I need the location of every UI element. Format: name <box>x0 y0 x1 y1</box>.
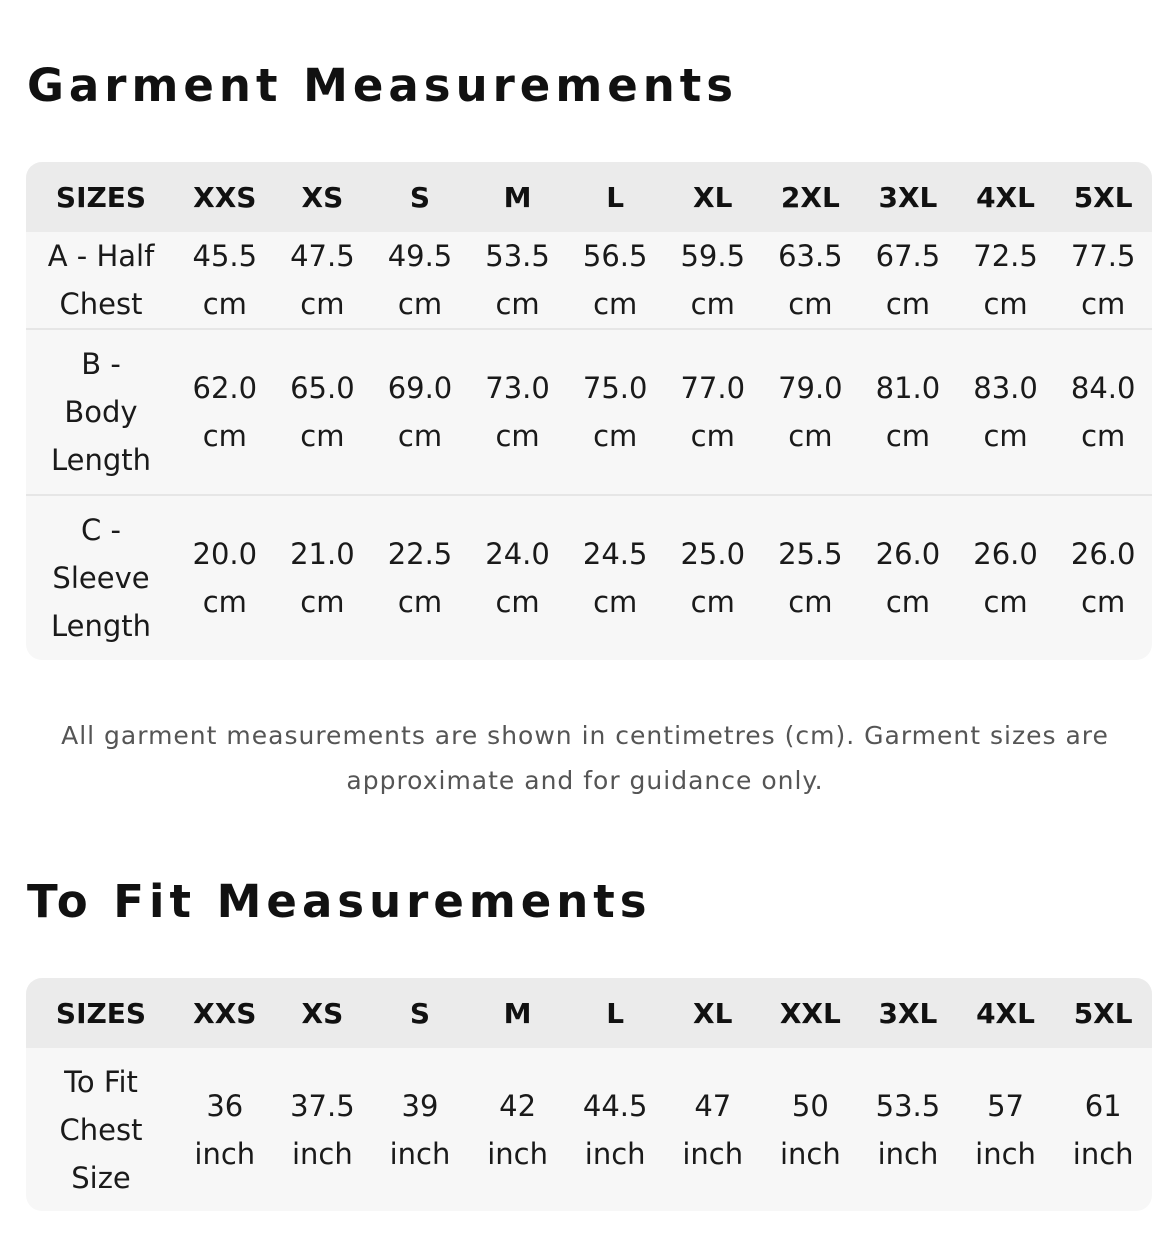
measurement-unit: cm <box>397 585 443 619</box>
column-header: S <box>409 180 431 214</box>
measurement-unit: cm <box>300 287 345 321</box>
measurement-value: 44.5 <box>582 1088 648 1123</box>
column-header: SIZES <box>55 996 147 1030</box>
measurement-cell <box>371 232 469 329</box>
measurement-unit: cm <box>202 287 247 321</box>
measurement-value: 67.5 <box>875 239 941 273</box>
measurement-cell <box>469 495 567 660</box>
measurement-value: 81.0 <box>875 371 941 405</box>
measurement-unit: cm <box>885 287 931 321</box>
measurement-unit: cm <box>495 585 540 619</box>
measurement-unit: cm <box>1081 287 1126 321</box>
measurement-value: 59.5 <box>680 239 746 273</box>
measurement-unit: cm <box>690 287 735 321</box>
measurement-unit: cm <box>300 419 345 453</box>
measurement-cell <box>566 329 664 495</box>
measurement-value: 47 <box>694 1088 732 1123</box>
table-header-row <box>26 978 1152 1048</box>
measurement-cell <box>957 495 1055 660</box>
measurement-unit: cm <box>983 287 1028 321</box>
measurement-note: All garment measurements are shown in centimetres (cm). Garment sizes are approximate and for guidance only. <box>61 721 1109 795</box>
measurement-cell <box>176 329 274 495</box>
measurement-unit: cm <box>788 287 833 321</box>
measurement-cell <box>176 1048 274 1211</box>
column-header: XXS <box>193 180 257 214</box>
measurement-unit: cm <box>495 419 540 453</box>
row-label-line: Size <box>71 1160 131 1195</box>
measurement-cell <box>566 232 664 329</box>
measurement-value: 50 <box>791 1088 829 1123</box>
measurement-unit: inch <box>389 1136 451 1171</box>
measurement-cell <box>664 329 762 495</box>
row-label-line: A - Half <box>47 239 155 273</box>
column-header: XL <box>693 180 733 214</box>
measurement-value: 22.5 <box>387 537 453 571</box>
measurement-unit: cm <box>690 585 735 619</box>
measurement-unit: cm <box>788 585 833 619</box>
measurement-cell <box>469 232 567 329</box>
measurement-unit: cm <box>885 419 931 453</box>
measurement-unit: inch <box>194 1136 256 1171</box>
measurement-value: 39 <box>401 1088 439 1123</box>
row-label <box>26 329 176 495</box>
measurement-value: 26.0 <box>1070 537 1136 571</box>
measurement-value: 77.5 <box>1070 239 1136 273</box>
measurement-unit: cm <box>1081 585 1126 619</box>
measurement-value: 57 <box>987 1088 1024 1123</box>
to-fit-measurements-table <box>26 978 1152 1211</box>
measurement-cell <box>469 1048 567 1211</box>
measurement-unit: cm <box>593 287 638 321</box>
garment-measurements-title: Garment Measurements <box>27 59 739 112</box>
measurement-cell <box>957 329 1055 495</box>
measurement-value: 20.0 <box>192 537 258 571</box>
measurement-cell <box>762 495 860 660</box>
measurement-cell <box>371 1048 469 1211</box>
measurement-cell <box>664 495 762 660</box>
measurement-unit: inch <box>877 1136 939 1171</box>
measurement-unit: cm <box>1081 419 1126 453</box>
measurement-unit: cm <box>202 419 247 453</box>
measurement-value: 79.0 <box>778 371 843 405</box>
column-header: XXS <box>193 996 257 1030</box>
to-fit-measurements-title: To Fit Measurements <box>27 875 652 928</box>
measurement-value: 77.0 <box>680 371 746 405</box>
measurement-unit: cm <box>300 585 345 619</box>
measurement-value: 65.0 <box>290 371 355 405</box>
measurement-cell <box>274 1048 372 1211</box>
column-header: XS <box>301 180 344 214</box>
measurement-unit: cm <box>593 585 638 619</box>
row-label-line: Chest <box>59 287 143 321</box>
table-row <box>26 1048 1152 1211</box>
measurement-cell <box>762 1048 860 1211</box>
measurement-value: 83.0 <box>973 371 1038 405</box>
measurement-unit: cm <box>495 287 540 321</box>
measurement-cell <box>762 232 860 329</box>
row-label <box>26 495 176 660</box>
measurement-cell <box>274 232 372 329</box>
measurement-unit: inch <box>584 1136 646 1171</box>
measurement-value: 72.5 <box>973 239 1038 273</box>
table-header-row <box>26 162 1152 232</box>
measurement-value: 62.0 <box>192 371 258 405</box>
measurement-cell <box>1054 232 1152 329</box>
column-header: 4XL <box>976 180 1035 214</box>
row-label-line: Body <box>64 395 138 429</box>
column-header: M <box>503 180 532 214</box>
measurement-cell <box>957 232 1055 329</box>
measurement-value: 25.0 <box>680 537 746 571</box>
column-header: 3XL <box>878 996 938 1030</box>
measurement-value: 24.5 <box>582 537 648 571</box>
measurement-cell <box>859 329 957 495</box>
measurement-cell <box>762 329 860 495</box>
column-header: S <box>409 996 431 1030</box>
row-label <box>26 232 176 329</box>
column-header: 3XL <box>878 180 938 214</box>
measurement-cell <box>1054 495 1152 660</box>
measurement-unit: cm <box>983 585 1028 619</box>
measurement-cell <box>566 495 664 660</box>
measurement-value: 56.5 <box>582 239 648 273</box>
row-label-line: B - <box>81 347 121 381</box>
measurement-unit: inch <box>1072 1136 1134 1171</box>
measurement-cell <box>371 495 469 660</box>
measurement-unit: cm <box>983 419 1028 453</box>
measurement-cell <box>1054 1048 1152 1211</box>
measurement-value: 25.5 <box>778 537 843 571</box>
measurement-cell <box>274 495 372 660</box>
measurement-value: 42 <box>499 1088 537 1123</box>
row-label-line: C - <box>81 513 121 547</box>
measurement-value: 53.5 <box>485 239 550 273</box>
column-header: XS <box>301 996 344 1030</box>
measurement-unit: inch <box>779 1136 841 1171</box>
measurement-unit: inch <box>682 1136 744 1171</box>
column-header: M <box>503 996 532 1030</box>
row-label-line: Length <box>50 443 152 477</box>
measurement-value: 45.5 <box>192 239 258 273</box>
column-header: L <box>606 996 625 1030</box>
measurement-unit: cm <box>397 419 443 453</box>
measurement-cell <box>859 1048 957 1211</box>
column-header: 5XL <box>1073 996 1133 1030</box>
row-label-line: Length <box>50 609 152 643</box>
column-header: 4XL <box>976 996 1035 1030</box>
measurement-cell <box>1054 329 1152 495</box>
measurement-unit: cm <box>202 585 247 619</box>
measurement-unit: inch <box>292 1136 353 1171</box>
measurement-value: 24.0 <box>485 537 550 571</box>
measurement-cell <box>274 329 372 495</box>
measurement-value: 37.5 <box>290 1088 355 1123</box>
measurement-cell <box>859 232 957 329</box>
measurement-value: 26.0 <box>875 537 941 571</box>
column-header: XXL <box>779 996 841 1030</box>
measurement-unit: inch <box>487 1136 548 1171</box>
measurement-value: 26.0 <box>973 537 1038 571</box>
column-header: 5XL <box>1073 180 1133 214</box>
measurement-unit: cm <box>885 585 931 619</box>
column-header: 2XL <box>780 180 840 214</box>
measurement-cell <box>371 329 469 495</box>
measurement-value: 61 <box>1084 1088 1122 1123</box>
column-header: L <box>606 180 625 214</box>
garment-measurements-table <box>26 162 1152 660</box>
measurement-cell <box>957 1048 1055 1211</box>
measurement-value: 36 <box>206 1088 244 1123</box>
measurement-cell <box>859 495 957 660</box>
row-label <box>26 1048 176 1211</box>
measurement-value: 75.0 <box>582 371 648 405</box>
table-row <box>26 495 1152 660</box>
measurement-value: 69.0 <box>387 371 453 405</box>
measurement-cell <box>469 329 567 495</box>
measurement-value: 53.5 <box>875 1088 941 1123</box>
row-label-line: To Fit <box>64 1064 138 1099</box>
measurement-unit: inch <box>975 1136 1036 1171</box>
measurement-value: 63.5 <box>778 239 843 273</box>
row-label-line: Chest <box>59 1112 143 1147</box>
measurement-value: 47.5 <box>290 239 355 273</box>
measurement-cell <box>664 232 762 329</box>
measurement-cell <box>176 495 274 660</box>
measurement-value: 49.5 <box>387 239 453 273</box>
measurement-cell <box>176 232 274 329</box>
measurement-value: 84.0 <box>1070 371 1136 405</box>
measurement-unit: cm <box>788 419 833 453</box>
measurement-unit: cm <box>593 419 638 453</box>
measurement-cell <box>664 1048 762 1211</box>
measurement-value: 73.0 <box>485 371 550 405</box>
measurement-unit: cm <box>397 287 443 321</box>
measurement-cell <box>566 1048 664 1211</box>
table-row <box>26 329 1152 495</box>
row-label-line: Sleeve <box>52 561 150 595</box>
table-row <box>26 232 1152 329</box>
measurement-unit: cm <box>690 419 735 453</box>
column-header: SIZES <box>55 180 147 214</box>
column-header: XL <box>693 996 733 1030</box>
measurement-value: 21.0 <box>290 537 355 571</box>
